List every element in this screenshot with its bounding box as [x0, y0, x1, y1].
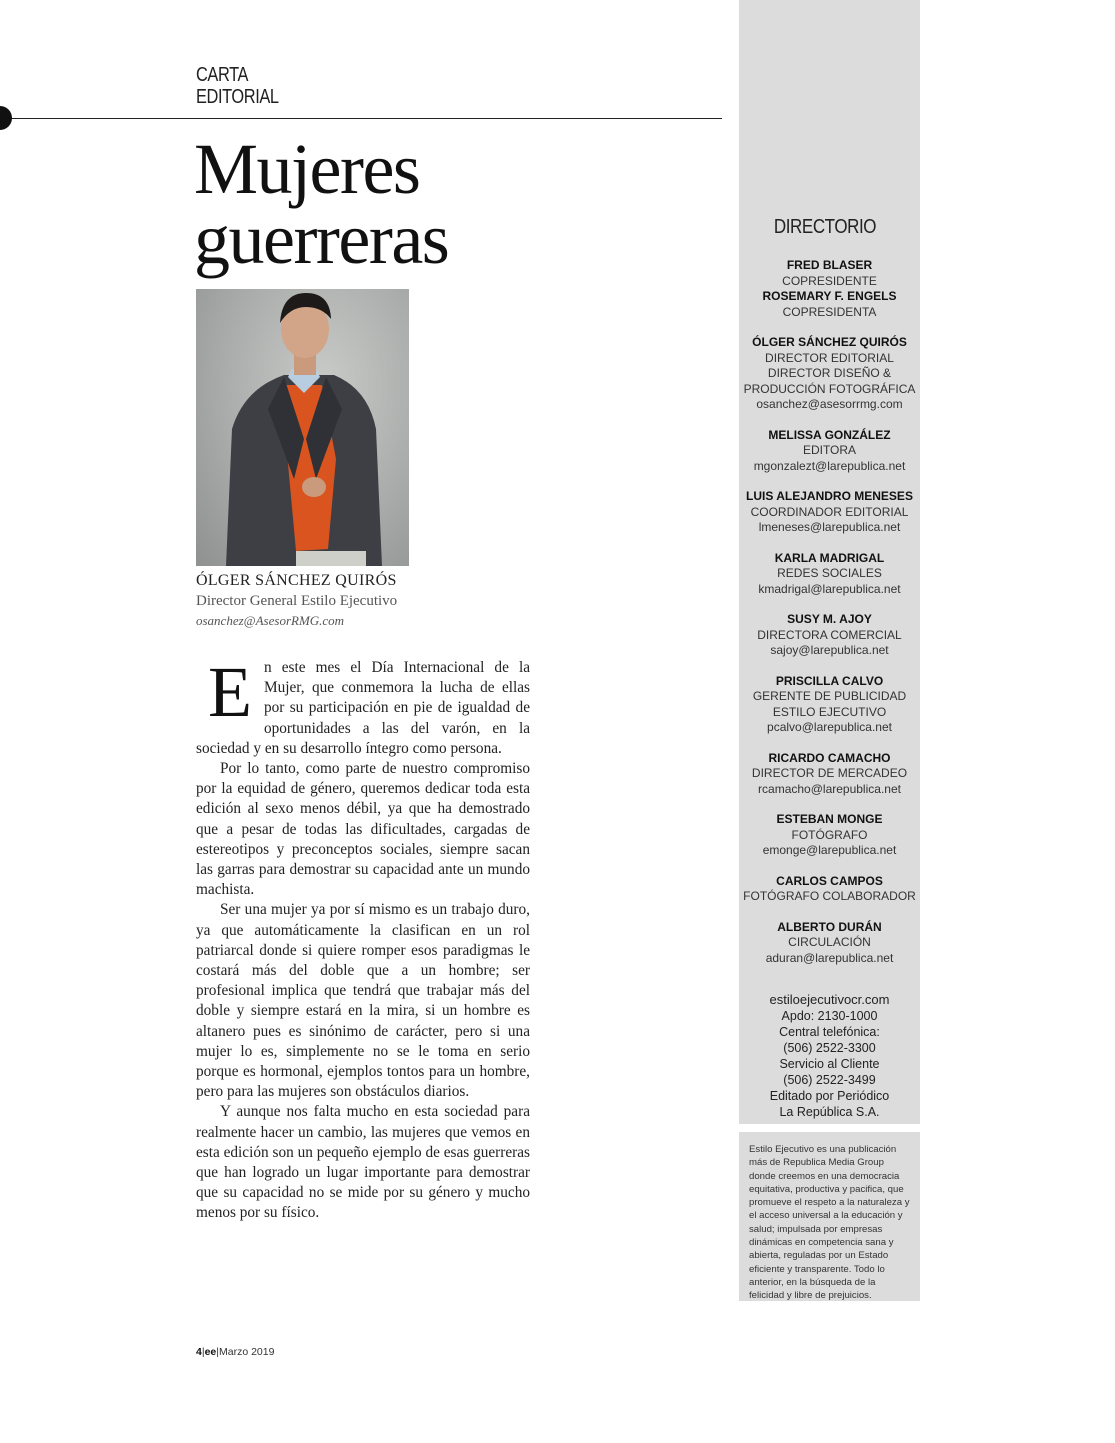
page-footer [196, 1346, 274, 1358]
author-role: Director General Estilo Ejecutivo [196, 593, 398, 609]
entry-email[interactable]: pcalvo@larepublica.net [767, 720, 892, 734]
directory-entry [739, 612, 920, 659]
entry-title: EDITORA [802, 443, 857, 457]
entry-name: SUSY M. AJOY [787, 612, 872, 626]
entry-title: FOTÓGRAFO [791, 827, 868, 842]
directory-entry [739, 812, 920, 859]
article-paragraph [196, 652, 530, 759]
article-paragraph: Por lo tanto, como parte de nuestro compromiso por la equidad de género, queremos dedicar toda esta edición al sexo menos débil, ya que ha demostrado que a pesar de todas las dificultades, cargadas de estereotipos y preconceptos sociales, siempre sacan las garras para demostrar su capacidad ante un mundo machista. [196, 760, 530, 899]
directory-entry [739, 289, 920, 320]
entry-title: COORDINADOR EDITORIAL [750, 504, 909, 519]
article-paragraph: Y aunque nos falta mucho en esta sociedad para realmente hacer un cambio, las mujeres que vemos en esta edición son un pequeño ejemplo de esas guerreras que han logrado un lugar importante para demostrar que su capacidad no se mide por su género y mucho menos por su físico. [196, 1103, 530, 1222]
portrait-illustration [196, 289, 409, 566]
section-label-line1: CARTA [196, 64, 249, 86]
entry-name: FRED BLASER [786, 258, 873, 272]
paragraph-text: n este mes el Día Internacional de la Mujer, que conmemora la lucha de ellas por su participación en pie de igualdad de oportunidades a las del varón, en la sociedad y en su desarrollo íntegro como persona. [196, 659, 530, 757]
footer-separator: | [216, 1346, 219, 1358]
footer-separator: | [201, 1346, 205, 1358]
service-label: Servicio al Cliente [779, 1057, 880, 1071]
entry-name: LUIS ALEJANDRO MENESES [746, 489, 913, 503]
entry-email[interactable]: osanchez@asesorrmg.com [756, 397, 903, 411]
entry-name: ALBERTO DURÁN [777, 919, 882, 934]
entry-title: COPRESIDENTA [782, 304, 877, 319]
phone-label: Central telefónica: [779, 1025, 880, 1039]
entry-title: REDES SOCIALES [777, 566, 882, 580]
footer-brand: ee [204, 1346, 217, 1358]
entry-name: CARLOS CAMPOS [776, 873, 883, 888]
website-link[interactable]: estiloejecutivocr.com [769, 992, 890, 1007]
phone-number: (506) 2522-3300 [783, 1041, 876, 1055]
entry-email[interactable]: emonge@larepublica.net [762, 843, 897, 857]
section-label-line2: EDITORIAL [196, 86, 279, 108]
contact-block [739, 992, 920, 1120]
directory-entry [739, 920, 920, 967]
article-paragraph: Ser una mujer ya por sí mismo es un trabajo duro, ya que automáticamente la clasifican en un rol patriarcal donde si quiere romper esos paradigmas le costará más del doble que a un hombre; ser profesional implica que tendrá que trabajar más del doble y siempre estará en la mira, si un hombre es altanero pues es sinónimo de carácter, pero si una mujer lo es, simplemente no se le toma en serio porque es hormonal, ejemplos tontos para un hombre, pero para las mujeres son obstáculos diarios. [196, 901, 530, 1101]
entry-name: PRISCILLA CALVO [775, 673, 884, 688]
directory-entry [739, 874, 920, 905]
directory-entry [739, 258, 920, 289]
directory-entry [739, 335, 920, 413]
entry-email[interactable]: lmeneses@larepublica.net [758, 520, 901, 534]
entry-name: KARLA MADRIGAL [774, 550, 885, 565]
page-number: 4 [196, 1346, 202, 1358]
entry-title: DIRECTORA COMERCIAL [757, 627, 902, 642]
directory-entry [739, 428, 920, 475]
entry-title: COPRESIDENTE [782, 273, 877, 288]
header-rule [0, 118, 722, 119]
entry-title: PRODUCCIÓN FOTOGRÁFICA [743, 381, 916, 396]
author-email[interactable]: osanchez@AsesorRMG.com [196, 613, 345, 628]
entry-email[interactable]: kmadrigal@larepublica.net [758, 581, 901, 596]
entry-title: ESTILO EJECUTIVO [772, 704, 887, 719]
entry-title: DIRECTOR DISEÑO & [767, 366, 892, 380]
directory-list [739, 258, 920, 981]
entry-email[interactable]: sajoy@larepublica.net [770, 643, 889, 657]
headline-line2: guerreras [194, 199, 449, 279]
drop-cap: E [208, 652, 252, 732]
entry-title: DIRECTOR EDITORIAL [765, 350, 894, 365]
entry-name: ESTEBAN MONGE [776, 812, 883, 826]
footer-date: Marzo 2019 [219, 1346, 275, 1358]
entry-title: FOTÓGRAFO COLABORADOR [743, 889, 916, 903]
headline-line1: Mujeres [194, 129, 420, 209]
directory-title: DIRECTORIO [773, 216, 877, 238]
directory-entry [739, 551, 920, 598]
article-body [196, 652, 530, 1224]
rule-dot [0, 106, 12, 130]
entry-title: GERENTE DE PUBLICIDAD [752, 689, 907, 703]
entry-email[interactable]: aduran@larepublica.net [765, 950, 894, 965]
directory-entry [739, 751, 920, 798]
entry-title: CIRCULACIÓN [788, 935, 871, 949]
publisher: La República S.A. [779, 1105, 880, 1119]
postal-box: Apdo: 2130-1000 [781, 1009, 878, 1023]
author-photo [196, 289, 409, 566]
directory-entry [739, 489, 920, 536]
edited-by: Editado por Periódico [769, 1089, 890, 1103]
entry-name: ROSEMARY F. ENGELS [762, 289, 897, 303]
section-label [196, 64, 279, 108]
entry-title: DIRECTOR DE MERCADEO [751, 766, 908, 780]
entry-email[interactable]: rcamacho@larepublica.net [758, 781, 901, 796]
author-name: ÓLGER SÁNCHEZ QUIRÓS [196, 572, 397, 589]
directory-entry [739, 674, 920, 736]
entry-name: MELISSA GONZÁLEZ [768, 427, 891, 442]
headline [194, 129, 449, 279]
entry-name: RICARDO CAMACHO [768, 750, 891, 765]
mission-statement: Estilo Ejecutivo es una publicación más de Republica Media Group donde creemos en una democracia equitativa, productiva y pacifica, que promueve el respeto a la naturaleza y el acceso universal a la educación y salud; impulsada por empresas dinámicas en competencia sana y abierta, reguladas por un Estado eficiente y transparente. Todo lo anterior, en la búsqueda de la felicidad y libre de prejuicios. [739, 1132, 920, 1301]
service-phone: (506) 2522-3499 [783, 1073, 876, 1087]
entry-name: ÓLGER SÁNCHEZ QUIRÓS [752, 335, 907, 349]
entry-email[interactable]: mgonzalezt@larepublica.net [753, 458, 906, 473]
